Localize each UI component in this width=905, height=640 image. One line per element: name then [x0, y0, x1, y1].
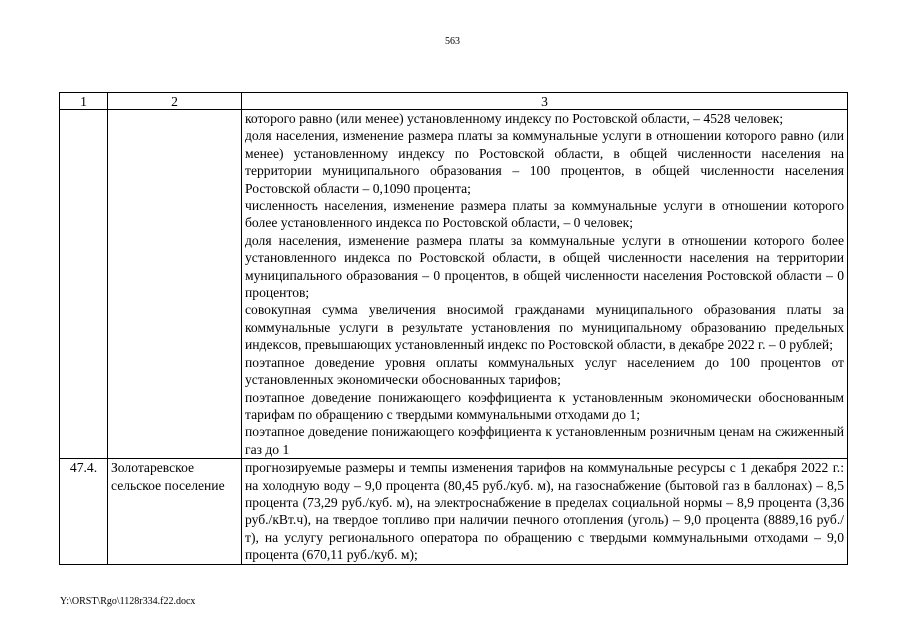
- paragraph: доля населения, изменение размера платы за коммунальные услуги в отношении которого более установленного индекса по Ростовской области, в общей численности населения на территории муниципального образования – 0 процентов, в общей численности населения Ростовской области – 0 процентов;: [245, 232, 844, 301]
- settlement-cell: Золотаревское сельское поселение: [108, 459, 242, 564]
- paragraph: поэтапное доведение уровня оплаты коммунальных услуг населением до 100 процентов от установленных экономически обоснованных тарифов;: [245, 354, 844, 388]
- row-number-cell: 47.4.: [60, 459, 108, 564]
- file-path-footer: Y:\ORST\Rgo\1128r334.f22.docx: [60, 596, 196, 607]
- paragraph: численность населения, изменение размера платы за коммунальные услуги в отношении которого более установленного индекса по Ростовской области, – 0 человек;: [245, 198, 844, 231]
- tariff-table: [59, 92, 848, 565]
- paragraph: которого равно (или менее) установленному индексу по Ростовской области, – 4528 человек;: [245, 111, 784, 126]
- page-number: 563: [445, 36, 460, 47]
- column-header-1: 1: [60, 93, 108, 110]
- column-header-3: 3: [242, 93, 848, 110]
- settlement-cell: [108, 110, 242, 459]
- table-header-row: [60, 93, 848, 110]
- paragraph: поэтапное доведение понижающего коэффициента к установленным розничным ценам на сжиженный газ до 1: [245, 424, 844, 457]
- paragraph: прогнозируемые размеры и темпы изменения тарифов на коммунальные ресурсы с 1 декабря 2022 г.: на холодную воду – 9,0 процента (80,45 руб./куб. м), на газоснабжение (бытовой газ в баллонах) – 8,5 процента (73,29 руб./куб. м), на электроснабжение в пределах социальной нормы – 8,9 процента (3,36 руб./кВт.ч), на твердое топливо при наличии печного отопления (уголь) – 9,0 процента (8889,16 руб./т), на услугу регионального оператора по обращению с твердыми коммунальными отходами – 9,0 процента (670,11 руб./куб. м);: [245, 460, 844, 563]
- description-cell: [242, 459, 848, 564]
- table-row-continuation: [60, 110, 848, 459]
- paragraph: совокупная сумма увеличения вносимой гражданами муниципального образования платы за коммунальные услуги в результате установления по муниципальному образованию предельных индексов, превышающих установленный индекс по Ростовской области, в декабре 2022 г. – 0 рублей;: [245, 302, 844, 353]
- row-number-cell: [60, 110, 108, 459]
- description-cell: [242, 110, 848, 459]
- table-row-47-4: [60, 459, 848, 564]
- column-header-2: 2: [108, 93, 242, 110]
- paragraph: поэтапное доведение понижающего коэффициента к установленным экономически обоснованным тарифам по обращению с твердыми коммунальными отходами до 1;: [245, 389, 844, 422]
- paragraph: доля населения, изменение размера платы за коммунальные услуги в отношении которого равно (или менее) установленному индексу по Ростовской области, в общей численности населения на территории муниципального образования – 100 процентов, в общей численности населения Ростовской области – 0,1090 процента;: [245, 128, 844, 196]
